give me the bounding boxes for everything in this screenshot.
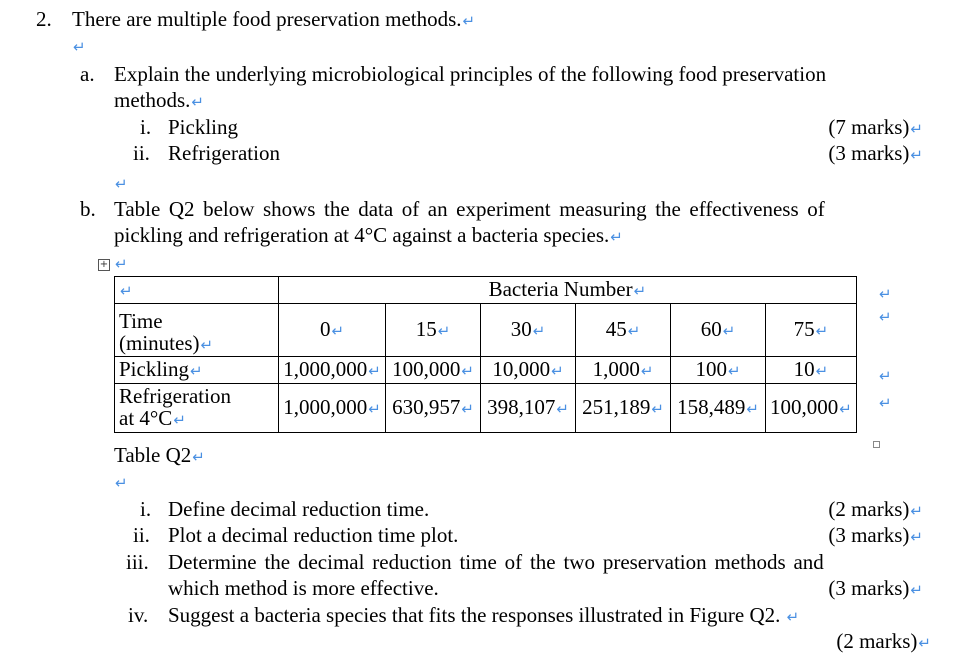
table-cell [671, 384, 766, 433]
table-cell [279, 304, 386, 357]
subquestion-text [168, 603, 799, 629]
table-cell [115, 277, 279, 304]
part-b-line1: Table Q2 below shows the data of an experiment measuring the effectiveness of [114, 197, 825, 221]
table-cell [671, 304, 766, 357]
table-cell [481, 357, 576, 384]
part-a-item-text: Pickling [168, 115, 239, 139]
subquestion-text-content: Suggest a bacteria species that fits the responses illustrated in Figure Q2. [168, 603, 781, 627]
paragraph-mark-icon [879, 394, 892, 412]
paragraph-mark-icon [746, 400, 759, 418]
paragraph-mark-icon [816, 322, 829, 340]
paragraph-mark-icon [120, 282, 133, 300]
paragraph-mark-icon [192, 448, 205, 466]
paragraph-mark-icon [879, 308, 892, 326]
part-b-label: b. [80, 197, 96, 221]
paragraph-mark-icon [461, 362, 474, 380]
marks-text: (3 marks) [828, 141, 910, 165]
table-q2 [114, 276, 857, 433]
paragraph-mark-icon [910, 502, 923, 520]
cell-value: 1,000,000 [283, 395, 368, 419]
marks-text: (2 marks) [828, 497, 910, 521]
paragraph-mark-icon [461, 400, 474, 418]
paragraph-mark-icon [816, 362, 829, 380]
empty-paragraph [114, 469, 128, 495]
cell-value: 10,000 [492, 357, 551, 381]
subquestion-text: which method is more effective. [168, 576, 439, 600]
paragraph-mark-icon [191, 93, 204, 111]
part-a-item-marks [828, 141, 923, 167]
paragraph-mark-icon [551, 362, 564, 380]
time-value: 30 [510, 317, 532, 341]
paragraph-mark-icon [115, 175, 128, 193]
paragraph-mark-icon [910, 120, 923, 138]
row-label-text: Pickling [119, 357, 190, 381]
cell-value: 1,000 [592, 357, 640, 381]
time-value: 45 [605, 317, 627, 341]
paragraph-mark-icon [438, 322, 451, 340]
paragraph-mark-icon [634, 282, 647, 300]
paragraph-mark-icon [910, 581, 923, 599]
part-a-line2 [114, 88, 204, 114]
table-cell [766, 384, 857, 433]
subquestion-marks [828, 523, 923, 549]
paragraph-mark-icon [115, 255, 128, 273]
table-caption [114, 443, 205, 469]
part-a-line2-text: methods. [114, 88, 191, 112]
subquestion-marks [828, 497, 923, 523]
table-cell [481, 304, 576, 357]
time-value: 0 [319, 317, 331, 341]
table-resize-handle[interactable] [873, 441, 880, 448]
marks-text: (7 marks) [828, 115, 910, 139]
time-label-line1: Time [119, 309, 163, 333]
paragraph-mark-icon [628, 322, 641, 340]
paragraph-mark-icon [728, 362, 741, 380]
table-cell [279, 357, 386, 384]
paragraph-mark-icon [910, 528, 923, 546]
table-header-text: Bacteria Number [488, 277, 633, 301]
subquestion-text: Determine the decimal reduction time of the two preservation methods and [168, 550, 824, 574]
question-number: 2. [36, 7, 52, 31]
table-cell [671, 357, 766, 384]
paragraph-mark-icon [368, 400, 381, 418]
table-row-label [115, 357, 279, 384]
table-cell [481, 384, 576, 433]
table-cell [279, 384, 386, 433]
marks-text: (2 marks) [836, 629, 918, 653]
row-end-mark [878, 389, 892, 415]
cell-value: 100 [695, 357, 727, 381]
question-stem [72, 7, 475, 33]
paragraph-mark-icon [879, 367, 892, 385]
paragraph-mark-icon [331, 322, 344, 340]
paragraph-mark-icon [463, 12, 476, 30]
row-label-line1: Refrigeration [119, 384, 231, 408]
table-row-label [115, 384, 279, 433]
subquestion-marks [836, 629, 931, 655]
subquestion-text: Define decimal reduction time. [168, 497, 430, 521]
subquestion-num: iii. [126, 550, 149, 574]
paragraph-mark-icon [115, 474, 128, 492]
table-cell [576, 304, 671, 357]
table-cell [386, 304, 481, 357]
subquestion-num: ii. [133, 523, 150, 547]
time-value: 60 [700, 317, 722, 341]
empty-paragraph [114, 170, 128, 196]
subquestion-num: iv. [128, 603, 149, 627]
time-value: 75 [793, 317, 815, 341]
table-row [115, 357, 857, 384]
empty-paragraph [72, 33, 86, 59]
table-row [115, 304, 857, 357]
table-row [115, 384, 857, 433]
paragraph-mark-icon [839, 400, 852, 418]
part-a-item-marks [828, 115, 923, 141]
row-end-mark [878, 362, 892, 388]
subquestion-marks [828, 576, 923, 602]
part-a-label: a. [80, 62, 95, 86]
part-a-item-num: i. [140, 115, 152, 139]
paragraph-mark-icon [533, 322, 546, 340]
subquestion-num: i. [140, 497, 152, 521]
part-a-item-text: Refrigeration [168, 141, 280, 165]
table-header-cell [279, 277, 857, 304]
time-value: 15 [415, 317, 437, 341]
table-cell [576, 384, 671, 433]
table-move-handle-icon[interactable]: + [99, 259, 109, 270]
paragraph-mark-icon [879, 285, 892, 303]
table-cell [576, 357, 671, 384]
table-row [115, 277, 857, 304]
table-cell [386, 357, 481, 384]
table-caption-text: Table Q2 [114, 443, 192, 467]
paragraph-mark-icon [200, 336, 213, 354]
empty-paragraph [114, 250, 128, 276]
cell-value: 251,189 [582, 395, 651, 419]
part-a-line1: Explain the underlying microbiological principles of the following food preservation [114, 62, 827, 86]
paragraph-mark-icon [610, 228, 623, 246]
cell-value: 1,000,000 [283, 357, 368, 381]
question-stem-text: There are multiple food preservation methods. [72, 7, 462, 31]
table-cell [766, 304, 857, 357]
paragraph-mark-icon [173, 411, 186, 429]
paragraph-mark-icon [723, 322, 736, 340]
part-a-item-num: ii. [133, 141, 150, 165]
paragraph-mark-icon [787, 608, 800, 626]
paragraph-mark-icon [190, 362, 203, 380]
paragraph-mark-icon [918, 634, 931, 652]
cell-value: 10 [793, 357, 815, 381]
cell-value: 158,489 [677, 395, 746, 419]
table-cell [386, 384, 481, 433]
row-label-line2: at 4°C [119, 406, 173, 430]
subquestion-text: Plot a decimal reduction time plot. [168, 523, 459, 547]
cell-value: 100,000 [392, 357, 461, 381]
paragraph-mark-icon [651, 400, 664, 418]
cell-value: 630,957 [392, 395, 461, 419]
paragraph-mark-icon [641, 362, 654, 380]
table-row-label [115, 304, 279, 357]
marks-text: (3 marks) [828, 576, 910, 600]
cell-value: 100,000 [770, 395, 839, 419]
paragraph-mark-icon [910, 146, 923, 164]
marks-text: (3 marks) [828, 523, 910, 547]
row-end-mark [878, 303, 892, 329]
table-cell [766, 357, 857, 384]
paragraph-mark-icon [368, 362, 381, 380]
cell-value: 398,107 [487, 395, 556, 419]
part-b-line2 [114, 223, 623, 249]
time-label-line2: (minutes) [119, 331, 200, 355]
paragraph-mark-icon [73, 38, 86, 56]
part-b-line2-text: pickling and refrigeration at 4°C against a bacteria species. [114, 223, 610, 247]
paragraph-mark-icon [556, 400, 569, 418]
